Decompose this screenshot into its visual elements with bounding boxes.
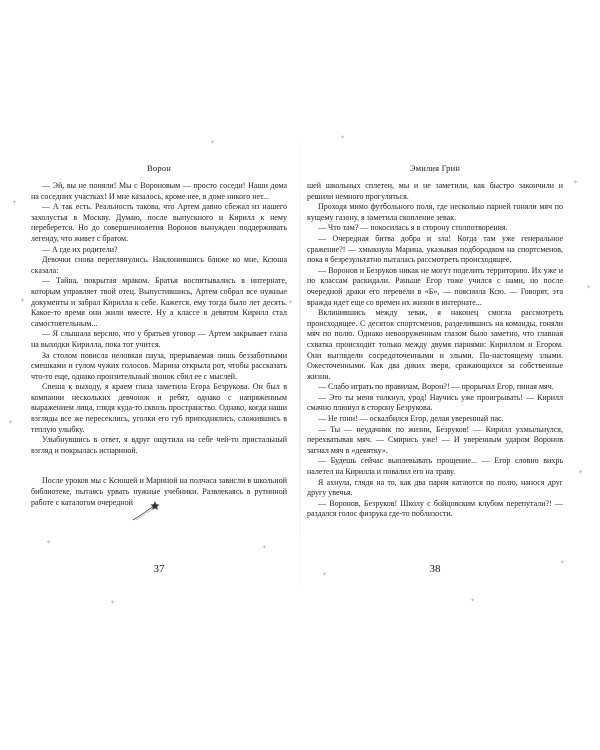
sparkle-icon: ✦ [573, 180, 579, 186]
sparkle-icon: ✦ [560, 560, 566, 566]
sparkle-icon: ✦ [8, 420, 14, 426]
paragraph: — Это ты меня толкнул, урод! Научись уже проигрывать! — Кирилл смачно плюнул в сторону Безрукова. [307, 392, 563, 413]
sparkle-icon: ✦ [262, 545, 268, 551]
sparkle-icon: ✦ [46, 540, 52, 546]
paragraph: — Эй, вы не поняли! Мы с Вороновым — просто соседи! Наши дома на соседних участках! И мне казалось, кроме нее, в доме никого нет... [31, 181, 287, 201]
paragraph: — Ты — неудачник по жизни, Безруков! — Кирилл ухмыльнулся, перехватывая мяч. — Смирись уже! — И уверенным ударом Воронов загнал мяч в «девятку». [307, 424, 563, 455]
paragraph: — Что там? — покосилась я в сторону столпотворения. [318, 223, 508, 233]
paragraph: шей школьных сплетен, мы и не заметили, как быстро закончили и решили немного прогуляться. [307, 181, 563, 201]
page-number-right: 38 [429, 563, 441, 575]
paragraph: Спеша к выходу, я краем глаза заметила Егора Безрукова. Он был в компании нескольких девчонок и ребят, однако с напряженным выражением лица, глядя куда-то сквозь пространство. Однако, когда наши взгляды все же пересеклись, уголки его губ приподнялись, сложившись в теплую улыбку. [31, 382, 287, 434]
paragraph: — Воронов, Безруков! Школу с бойцовским клубом перепутали?! — раздался голос физрука где-то поблизости. [307, 498, 563, 519]
shooting-star-icon [131, 500, 161, 522]
sparkle-icon: ✦ [586, 285, 592, 291]
paragraph: Проходя мимо футбольного поля, где несколько парней гоняли мяч по кущему газону, я заметила скопление зевак. [307, 202, 563, 222]
paragraph: — Я слышала версию, что у братьев уговор — Артем закрывает глаза на выходки Кирилла, пока тот учится. [31, 329, 287, 349]
left-page [31, 163, 287, 508]
sparkle-icon: ✦ [288, 300, 294, 306]
paragraph: — Тайна, покрытая мраком. Братья воспитывались в интернате, которым управляет твой отец. Выпустившись, Артем собрал все нужные документы и забрал Кирилла к себе. Кажется, ему тогда было лет десять. Какое-то время они жили вместе. Ну а классе в девятом Кирилл стал самостоятельным... [31, 276, 287, 328]
paragraph: — Будешь сейчас выплевывать прощение... — Егор словно вихрь налетел на Кирилла и повалил его на траву. [307, 456, 563, 477]
paragraph: Улыбнувшись в ответ, я вдруг ощутила на себе чей-то пристальный взгляд и покрылась испариной. [31, 435, 287, 455]
sparkle-icon: ✦ [340, 135, 346, 141]
left-page-text [31, 181, 287, 508]
sparkle-icon: ✦ [20, 298, 26, 304]
paragraph: — А так есть. Реальность такова, что Артем давно сбежал из нашего захолустья в Москву. Думаю, после выпускного и Кирилл к нему переберется. Но до совершеннолетия Воронов вынужден поддерживать легенду, что живет с братом. [31, 202, 287, 243]
paragraph: — Воронов и Безруков никак не могут поделить территорию. Их уже и по классам раскидали. Раньше Егор тоже учился с нами, но после очередной драки его перевели в «Б», — пояснила Ксю. — Говорят, эта вражда идет еще со времен их жизни в интернате... [307, 265, 563, 307]
sparkle-icon: ✦ [110, 600, 116, 606]
page-number-left: 37 [153, 563, 165, 575]
sparkle-icon: ✦ [322, 572, 328, 578]
paragraph: Девочки снова переглянулись. Наклонившись ближе ко мне, Ксюша сказала: [31, 255, 287, 275]
sparkle-icon: ✦ [578, 470, 584, 476]
page-gutter [299, 130, 301, 600]
sparkle-icon: ✦ [470, 598, 476, 604]
paragraph: — Не гони! — оскалбился Егор, делая уверенный пас. [318, 414, 504, 424]
paragraph: — А где их родители? [42, 244, 118, 254]
paragraph: — Очередная битва добра и зла! Когда там уже генеральное сражение?! — хмыкнула Марина, указывая подбородком на спортсменов, пока я безрезультатно пыталась рассмотреть происходящее. [307, 233, 563, 265]
right-page-text [307, 181, 563, 520]
sparkle-icon: ✦ [12, 200, 18, 206]
paragraph: Вклинившись между зевак, я наконец смогла рассмотреть происходящее. С десяток спортсменов, разделившись на команды, гоняли мяч по полю. Однако невооруженным глазом было заметно, что главная схватка происходит только между двумя парнями: Кириллом и Егором. Они выглядели сосредоточенными и злыми. По-настоящему злыми. Ожесточенными. Как два диких зверя, сражающихся за собственные жизни. [307, 308, 563, 381]
paragraph: Я ахнула, глядя на то, как два парня катаются по полю, нанося друг другу увечья. [307, 477, 563, 498]
paragraph: После уроков мы с Ксюшей и Мариной на полчаса зависли в школьной библиотеке, пытаясь урвать нужные учебники. Развлекаясь в рутинной работе с каталогом очередной [31, 476, 287, 507]
running-header-left: Ворон [147, 163, 171, 173]
running-header-right: Эмилия Грин [409, 163, 461, 173]
paragraph: За столом повисла неловкая пауза, прерываемая лишь беззаботными смешками и гулом чужих голосов. Марина открыла рот, чтобы рассказать что-то еще, однако пронзительный звонок сбил ее с мыслей. [31, 350, 287, 381]
paragraph: — Слабо играть по правилам, Ворон?! — прорычал Егор, пиная мяч. [318, 382, 554, 392]
right-page [307, 163, 563, 520]
sparkle-icon: ✦ [210, 140, 216, 146]
